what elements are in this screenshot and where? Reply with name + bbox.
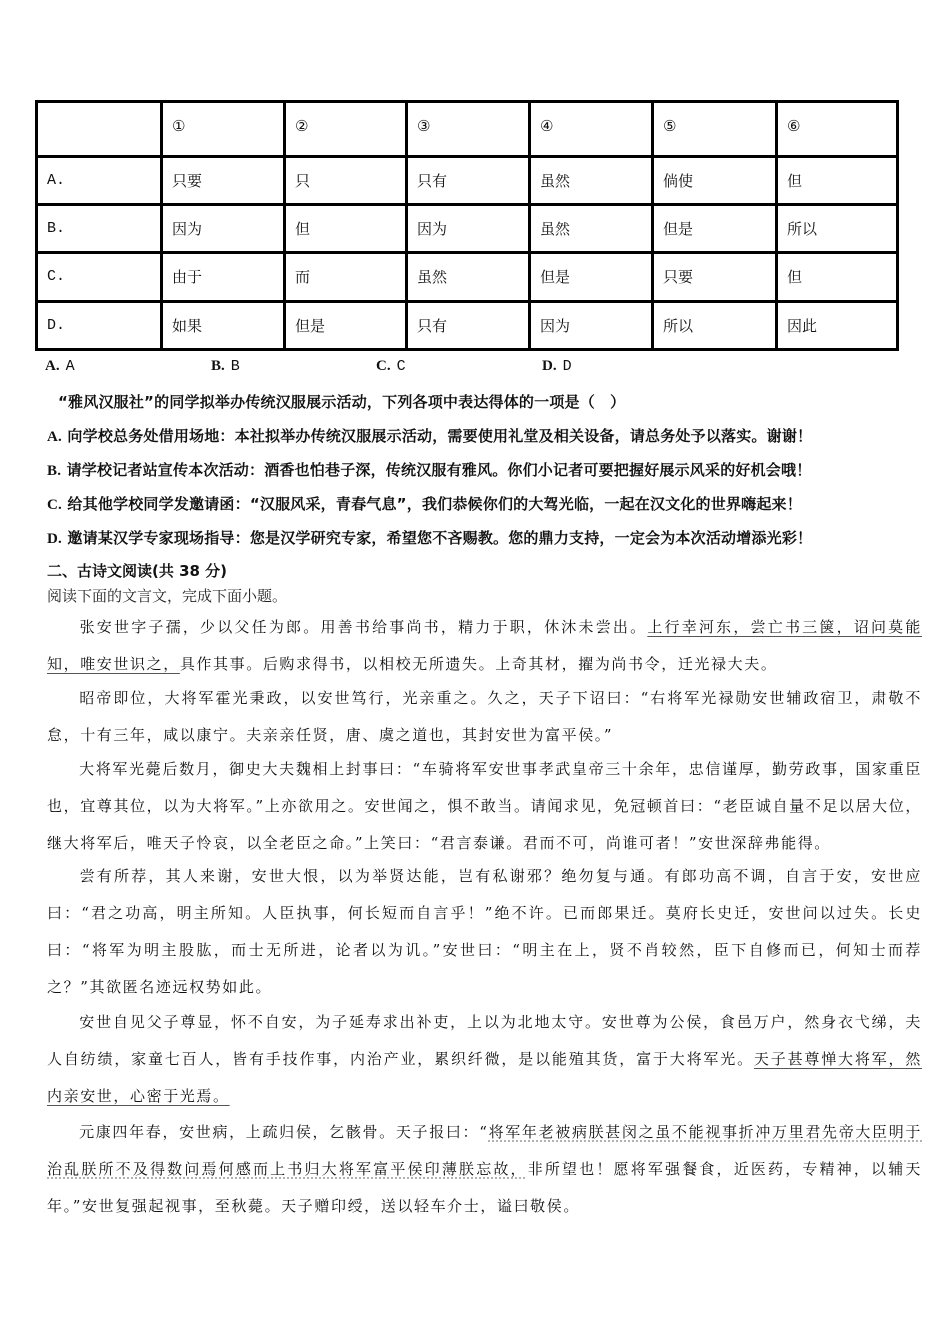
passage-text: 张安世字子孺，少以父任为郎。用善书给事尚书，精力于职，休沐未尝出。 (79, 618, 648, 636)
table-cell: 如果 (162, 301, 285, 349)
passage-text: 大将军光薨后数月，御史大夫魏相上封事曰：“车骑将军安世事孝武皇帝三十余年，忠信谨厚，勤劳政事，国家重臣也，宜尊其位，以为大将军。”上亦欲用之。安世闻之，惧不敢当。请闻求见，免冠顿首曰：“老臣诚自量不足以居大位，继大将军后，唯天子怜哀，以全老臣之命。”上笑曰：“君言泰谦。君而不可，尚谁可者！”安世深辞弗能得。 (47, 760, 922, 852)
option-value: A (65, 358, 75, 375)
table-cell: 只有 (407, 156, 530, 204)
option-label: B. (211, 358, 225, 374)
table-cell: 所以 (653, 301, 777, 349)
passage-text: 具作其事。后购求得书，以相校无所遗失。上奇其材，擢为尚书令，迁光禄大夫。 (179, 655, 778, 673)
question-option-c[interactable] (47, 493, 802, 514)
option-value: C (396, 358, 406, 375)
answer-option-d[interactable] (542, 356, 572, 375)
table-row-a (37, 156, 898, 204)
option-label: C. (376, 358, 391, 374)
header-cell-5: ⑤ (653, 102, 777, 157)
header-cell-1: ① (162, 102, 285, 157)
option-label: B. (47, 463, 62, 479)
header-cell-2: ② (285, 102, 407, 157)
table-cell: 因为 (530, 301, 653, 349)
underlined-sentence: 上行幸河东，尝亡书三箧，诏问莫能知，唯安世识之， (47, 618, 922, 673)
table-row-c (37, 253, 898, 301)
question-option-d[interactable] (47, 527, 812, 548)
option-label: A. (47, 429, 62, 445)
passage-paragraph-4 (47, 858, 922, 1006)
question-stem: “雅风汉服社”的同学拟举办传统汉服展示活动，下列各项中表达得体的一项是（ ） (58, 393, 626, 411)
table-cell: 虽然 (530, 156, 653, 204)
table-cell: 但是 (653, 204, 777, 252)
option-label: D. (47, 531, 62, 547)
table-cell: 因为 (162, 204, 285, 252)
option-value: B (230, 358, 240, 375)
answer-option-b[interactable] (211, 356, 240, 375)
table-row-d (37, 301, 898, 349)
row-label: D. (37, 301, 162, 349)
conjunction-choice-table (35, 100, 899, 351)
header-cell-6: ⑥ (777, 102, 898, 157)
table-cell: 只有 (407, 301, 530, 349)
table-cell: 虽然 (530, 204, 653, 252)
table-cell: 但 (777, 253, 898, 301)
passage-text: 安世自见父子尊显，怀不自安，为子延寿求出补吏，上以为北地太守。安世尊为公侯，食邑万户，然身衣弋绨，夫人自纺绩，家童七百人，皆有手技作事，内治产业，累织纤微，是以能殖其货，富于大将军光。 (47, 1013, 922, 1068)
option-text: 请学校记者站宣传本次活动：酒香也怕巷子深，传统汉服有雅风。你们小记者可要把握好展示风采的好机会哦！ (66, 461, 812, 479)
table-cell: 但是 (285, 301, 407, 349)
passage-paragraph-1 (47, 609, 922, 683)
option-text: 邀请某汉学专家现场指导：您是汉学研究专家，希望您不吝赐教。您的鼎力支持，一定会为本次活动增添光彩！ (67, 529, 813, 547)
table-cell: 只要 (162, 156, 285, 204)
table-cell: 由于 (162, 253, 285, 301)
header-cell-4: ④ (530, 102, 653, 157)
table-cell: 但 (777, 156, 898, 204)
table-cell: 因为 (407, 204, 530, 252)
option-text: 向学校总务处借用场地：本社拟举办传统汉服展示活动，需要使用礼堂及相关设备，请总务处予以落实。谢谢！ (67, 427, 813, 445)
table-cell: 只 (285, 156, 407, 204)
option-label: D. (542, 358, 557, 374)
row-label: C. (37, 253, 162, 301)
option-value: D (562, 358, 572, 375)
table-header-row (37, 102, 898, 157)
answer-option-a[interactable] (45, 356, 75, 375)
passage-text: 昭帝即位，大将军霍光秉政，以安世笃行，光亲重之。久之，天子下诏曰：“右将军光禄勋安世辅政宿卫，肃敬不怠，十有三年，咸以康宁。夫亲亲任贤，唐、虞之道也，其封安世为富平侯。” (47, 689, 922, 744)
row-label: B. (37, 204, 162, 252)
section-instruction: 阅读下面的文言文，完成下面小题。 (47, 587, 288, 605)
passage-text: 尝有所荐，其人来谢，安世大恨，以为举贤达能，岂有私谢邪？绝勿复与通。有郎功高不调，自言于安，安世应曰：“君之功高，明主所知。人臣执事，何长短而自言乎！”绝不许。已而郎果迁。莫府长史迁，安世问以过失。长史曰：“将军为明主股肱，而士无所进，论者以为讥。”安世曰：“明主在上，贤不肖较然，臣下自修而已，何知士而荐之？”其欲匿名迹远权势如此。 (47, 867, 922, 996)
passage-paragraph-5 (47, 1004, 922, 1115)
passage-paragraph-6 (47, 1114, 922, 1225)
table-cell: 倘使 (653, 156, 777, 204)
header-cell-empty (37, 102, 162, 157)
row-label: A. (37, 156, 162, 204)
dotted-underlined-sentence: 将军年老被病朕甚闵之虽不能视事折冲万里君先帝大臣明于治乱朕所不及得数问焉何感而上书归大将军富平侯印薄朕忘故， (47, 1123, 922, 1178)
table-cell: 因此 (777, 301, 898, 349)
question-option-b[interactable] (47, 459, 811, 480)
passage-paragraph-3 (47, 751, 922, 862)
passage-text: 非所望也！愿将军强餐食，近医药，专精神，以辅天年。”安世复强起视事，至秋薨。天子赠印绶，送以轻车介士，谥曰敬侯。 (47, 1160, 922, 1215)
section-title: 二、古诗文阅读(共 38 分) (47, 562, 228, 580)
underlined-sentence: 天子甚尊惮大将军，然内亲安世，心密于光焉。 (47, 1050, 922, 1105)
table-cell: 但 (285, 204, 407, 252)
table-cell: 而 (285, 253, 407, 301)
answer-option-c[interactable] (376, 356, 406, 375)
table-row-b (37, 204, 898, 252)
option-text: 给其他学校同学发邀请函：“汉服风采，青春气息”，我们恭候你们的大驾光临，一起在汉文化的世界嗨起来！ (67, 495, 802, 513)
table-cell: 所以 (777, 204, 898, 252)
table-cell: 只要 (653, 253, 777, 301)
table-cell: 但是 (530, 253, 653, 301)
option-label: C. (47, 497, 62, 513)
table-cell: 虽然 (407, 253, 530, 301)
question-option-a[interactable] (47, 425, 812, 446)
header-cell-3: ③ (407, 102, 530, 157)
answer-options (45, 356, 745, 376)
passage-text: 元康四年春，安世病，上疏归侯，乞骸骨。天子报曰：“ (79, 1123, 489, 1141)
passage-paragraph-2 (47, 680, 922, 754)
option-label: A. (45, 358, 60, 374)
